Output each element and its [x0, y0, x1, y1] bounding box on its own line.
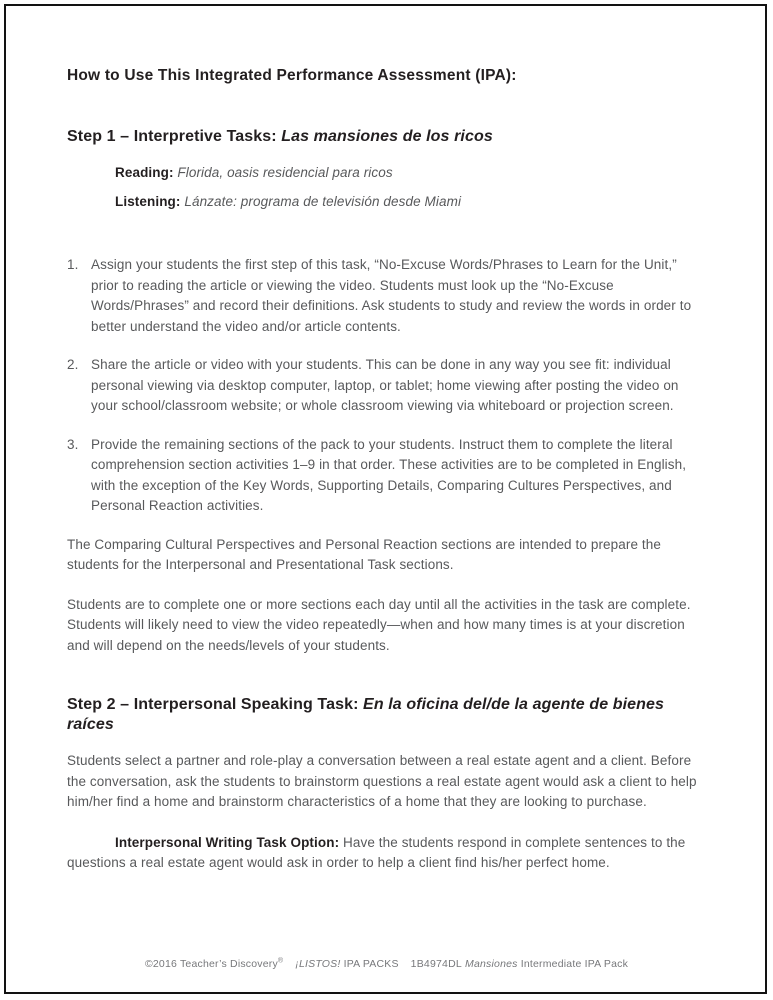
writing-option-paragraph — [67, 833, 706, 874]
step1-note-paragraph-2: Students are to complete one or more sections each day until all the activities in the task are complete. Students will likely need to view the video repeatedly—when and how many times is at your discretion and will depend on the needs/levels of your students. — [67, 596, 691, 653]
writing-option-label: Interpersonal Writing Task Option: — [115, 834, 340, 850]
step1-heading-prefix: Step 1 – Interpretive Tasks: — [67, 128, 282, 145]
instruction-item-1 — [67, 255, 706, 337]
listening-value: Lánzate: programa de televisión desde Miami — [180, 193, 462, 209]
footer-series-title: ¡LISTOS! — [295, 958, 341, 970]
step2-heading-prefix: Step 2 – Interpersonal Speaking Task: — [67, 696, 364, 713]
reading-value: Florida, oasis residencial para ricos — [173, 165, 393, 180]
footer-product-suffix: Intermediate IPA Pack — [517, 958, 629, 970]
step1-heading-title: Las mansiones de los ricos — [281, 128, 493, 145]
reading-label: Reading: — [115, 165, 174, 180]
step2-heading-title: En la oficina del/de la agente de bienes raíces — [67, 696, 665, 733]
footer-copyright: ©2016 Teacher’s Discovery — [144, 958, 278, 970]
instruction-text-1: Assign your students the first step of this task, “No-Excuse Words/Phrases to Learn for the Unit,” prior to reading the article or viewing the video. Students must look up the “No-Excuse Words/Phrases” and record their definitions. Ask students to study and review the words in order to better understand the video and/or article contents. — [91, 257, 692, 334]
page-footer — [0, 958, 773, 970]
step1-note-paragraph-1: The Comparing Cultural Perspectives and Personal Reaction sections are intended to prepare the students for the Interpersonal and Presentational Task sections. — [67, 536, 661, 572]
footer-product-title: Mansiones — [461, 958, 518, 970]
page-title: How to Use This Integrated Performance Assessment (IPA): — [67, 67, 517, 84]
step2-heading — [67, 695, 706, 735]
instruction-number-1: 1. — [67, 257, 79, 272]
instruction-text-2: Share the article or video with your students. This can be done in any way you see fit: individual personal viewing via desktop computer, laptop, or tablet; home viewing after posting the video on your school/classroom website; or whole classroom viewing via whiteboard or projection screen. — [91, 357, 679, 413]
page-content — [67, 66, 706, 893]
instruction-number-2: 2. — [67, 357, 79, 372]
step1-heading — [67, 127, 706, 147]
footer-series-suffix: IPA PACKS — [340, 958, 399, 970]
reading-row — [115, 163, 706, 184]
instruction-text-3: Provide the remaining sections of the pack to your students. Instruct them to complete the literal comprehension section activities 1–9 in that order. These activities are to be completed in English, with the exception of the Key Words, Supporting Details, Comparing Cultures Perspectives, and Personal Reaction activities. — [91, 436, 687, 513]
footer-product-code: 1B4974DL — [410, 958, 462, 970]
instruction-item-2 — [67, 355, 706, 417]
instruction-item-3 — [67, 435, 706, 517]
listening-row — [115, 192, 706, 213]
instruction-list — [67, 255, 706, 517]
instruction-number-3: 3. — [67, 436, 79, 452]
listening-label: Listening: — [115, 193, 181, 209]
step2-section — [67, 695, 706, 874]
writing-option-text: Have the students respond in complete sentences to the questions a real estate agent would ask in order to help a client find his/her perfect home. — [67, 834, 686, 870]
step2-paragraph: Students select a partner and role-play a conversation between a real estate agent and a client. Before the conversation, ask the students to brainstorm questions a real estate agent would ask a client to help him/her find a home and brainstorm characteristics of a home that they are looking to purchase. — [67, 753, 697, 809]
footer-registered-mark: ® — [277, 957, 284, 965]
